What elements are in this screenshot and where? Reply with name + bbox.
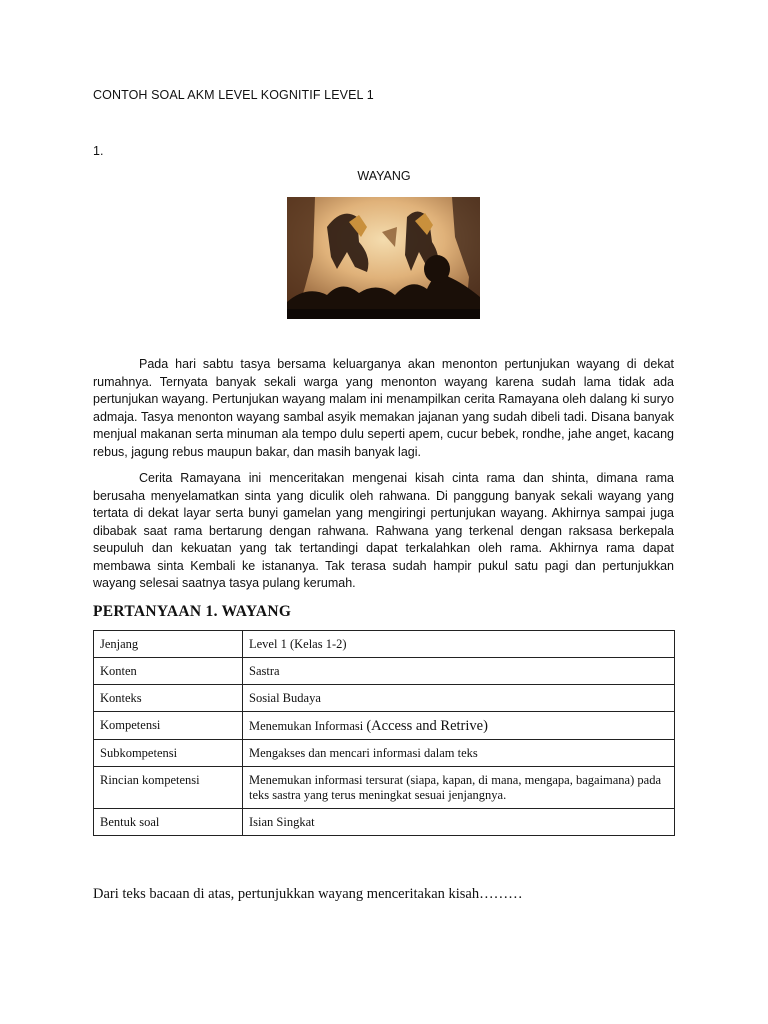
- table-key: Subkompetensi: [94, 740, 243, 767]
- table-value: Menemukan informasi tersurat (siapa, kapan, di mana, mengapa, bagaimana) pada teks sastra yang terus meningkat sesuai jenjangnya.: [243, 767, 675, 809]
- table-row: [94, 631, 675, 658]
- table-value: Isian Singkat: [243, 809, 675, 836]
- table-key: Konten: [94, 658, 243, 685]
- table-key: Jenjang: [94, 631, 243, 658]
- closing-question: Dari teks bacaan di atas, pertunjukkan wayang menceritakan kisah………: [93, 886, 523, 902]
- table-row: [94, 767, 675, 809]
- table-key: Kompetensi: [94, 712, 243, 740]
- table-row: [94, 740, 675, 767]
- table-value: Sastra: [243, 658, 675, 685]
- competency-text: Menemukan Informasi: [249, 719, 364, 733]
- competency-english: (Access and Retrive): [366, 718, 488, 734]
- table-row: [94, 809, 675, 836]
- table-value: Mengakses dan mencari informasi dalam teks: [243, 740, 675, 767]
- passage-title: WAYANG: [357, 169, 411, 183]
- table-row: [94, 658, 675, 685]
- passage-paragraph-1: Pada hari sabtu tasya bersama keluarganya akan menonton pertunjukan wayang di dekat rumahnya. Ternyata banyak sekali warga yang menonton wayang karena sudah lama tidak ada pertunjukan wayang. Pertunjukan wayang malam ini menampilkan cerita Ramayana oleh dalang ki suryo admaja. Tasya menonton wayang sambal asyik memakan jajanan yang sudah dibeli tadi. Disana banyak menjual makanan serta minuman ala tempo dulu seperti apem, cucur bebek, rondhe, jahe anget, kacang rebus, jagung rebus maupun bakar, dan masih banyak lagi.: [93, 357, 674, 459]
- table-key: Konteks: [94, 685, 243, 712]
- table-value: Level 1 (Kelas 1-2): [243, 631, 675, 658]
- table-row: [94, 685, 675, 712]
- table-row: [94, 712, 675, 740]
- wayang-photo: [287, 197, 480, 319]
- question-title: PERTANYAAN 1. WAYANG: [93, 603, 292, 620]
- document-heading: CONTOH SOAL AKM LEVEL KOGNITIF LEVEL 1: [93, 88, 374, 102]
- question-number: 1.: [93, 144, 104, 158]
- passage-paragraph-2: Cerita Ramayana ini menceritakan mengenai kisah cinta rama dan shinta, dimana rama berusaha menyelamatkan sinta yang diculik oleh rahwana. Di panggung banyak sekali wayang yang tertata di dekat layar serta bunyi gamelan yang mengiringi pertunjukan wayang. Akhirnya sampai juga dibabak saat rama bertarung dengan rahwana. Rahwana yang terkenal dengan raksasa berkepala seupuluh dan kekuatan yang tak tertandingi dapat terkalahkan oleh rama. Akhirnya rama dapat membawa sinta Kembali ke istananya. Tak terasa sudah hampir pukul satu pagi dan pertunjukkan wayang selesai saatnya tasya pulang kerumah.: [93, 471, 674, 590]
- table-key: Rincian kompetensi: [94, 767, 243, 809]
- table-key: Bentuk soal: [94, 809, 243, 836]
- table-value: [243, 712, 675, 740]
- reading-passage: [93, 356, 674, 602]
- question-metadata-table: [93, 630, 675, 836]
- table-value: Sosial Budaya: [243, 685, 675, 712]
